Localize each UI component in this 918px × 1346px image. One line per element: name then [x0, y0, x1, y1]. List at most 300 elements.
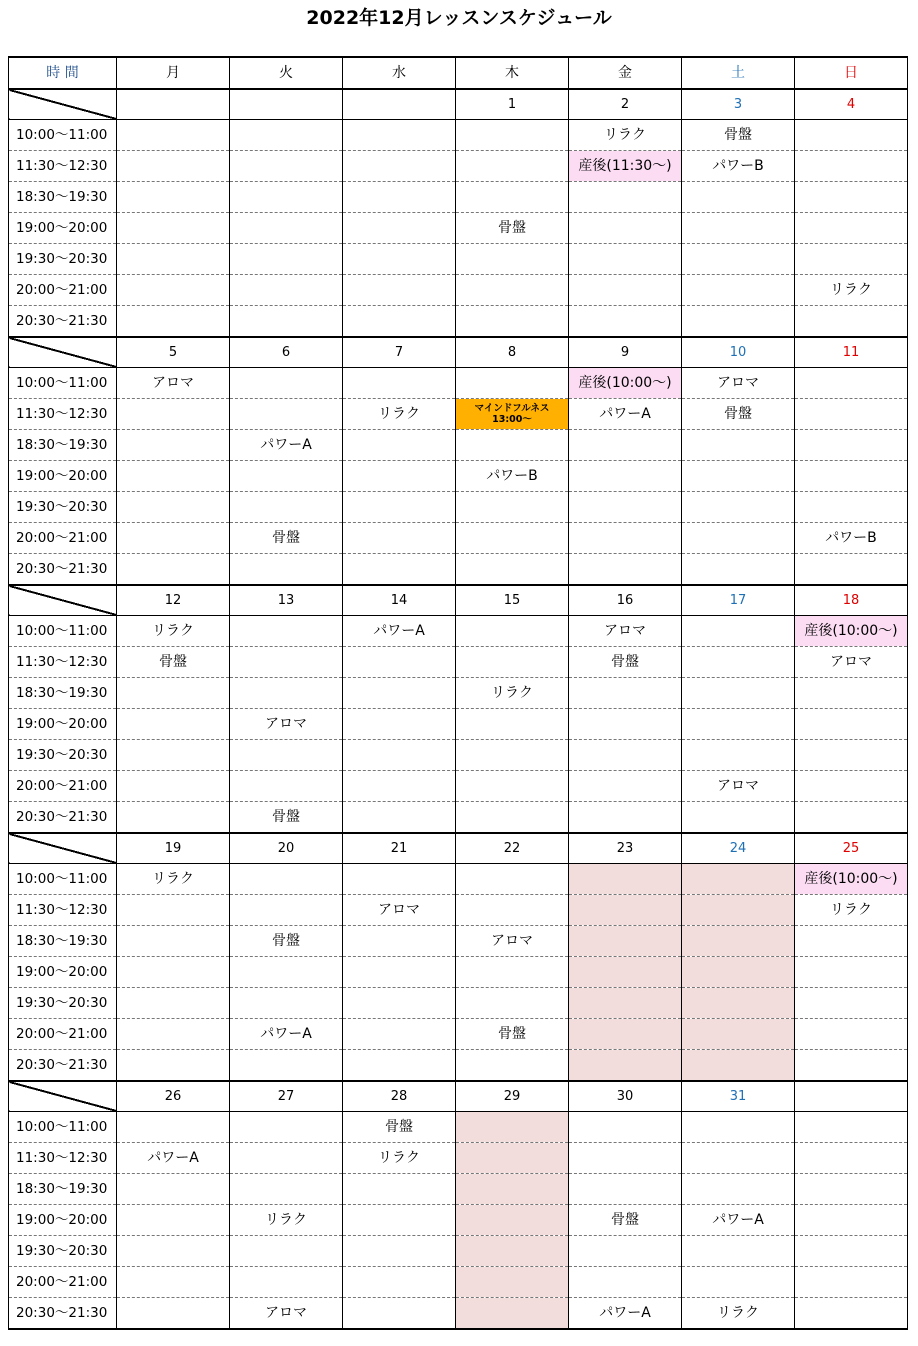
- lesson-cell-fri: [569, 182, 682, 213]
- time-slot-row: [9, 430, 908, 461]
- time-slot-row: [9, 275, 908, 306]
- lesson-cell-mon: [117, 306, 230, 338]
- diagonal-divider: [9, 833, 117, 864]
- lesson-cell-wed: [343, 1050, 456, 1082]
- time-slot-row: [9, 895, 908, 926]
- date-cell-mon: 12: [117, 585, 230, 616]
- schedule-table: [8, 56, 908, 1330]
- lesson-cell-tue: [230, 864, 343, 895]
- lesson-cell-sat: [682, 678, 795, 709]
- date-cell-sun: 11: [795, 337, 908, 368]
- lesson-cell-sun: パワーB: [795, 523, 908, 554]
- lesson-cell-sun: [795, 368, 908, 399]
- lesson-cell-sun: リラク: [795, 895, 908, 926]
- time-slot-row: [9, 1019, 908, 1050]
- time-slot-row: [9, 1205, 908, 1236]
- lesson-cell-fri: [569, 771, 682, 802]
- lesson-cell-sun: 産後(10:00〜): [795, 616, 908, 647]
- lesson-cell-mon: [117, 1236, 230, 1267]
- lesson-cell-tue: [230, 492, 343, 523]
- lesson-cell-fri: パワーA: [569, 1298, 682, 1330]
- lesson-cell-sun: [795, 306, 908, 338]
- lesson-cell-tue: [230, 1236, 343, 1267]
- time-label: 20:30〜21:30: [9, 802, 117, 834]
- lesson-cell-tue: [230, 740, 343, 771]
- lesson-cell-thu: [456, 430, 569, 461]
- lesson-cell-fri: [569, 523, 682, 554]
- lesson-cell-sat: [682, 182, 795, 213]
- lesson-cell-wed: [343, 926, 456, 957]
- date-cell-fri: 16: [569, 585, 682, 616]
- week-date-row: [9, 833, 908, 864]
- lesson-cell-tue: [230, 988, 343, 1019]
- lesson-cell-wed: [343, 1205, 456, 1236]
- lesson-cell-mon: [117, 182, 230, 213]
- time-slot-row: [9, 1298, 908, 1330]
- time-label: 19:30〜20:30: [9, 244, 117, 275]
- lesson-cell-sun: [795, 740, 908, 771]
- lesson-cell-thu: [456, 399, 569, 430]
- lesson-cell-wed: [343, 802, 456, 834]
- lesson-cell-fri: パワーA: [569, 399, 682, 430]
- lesson-cell-wed: [343, 1267, 456, 1298]
- lesson-cell-thu: [456, 1298, 569, 1330]
- lesson-cell-mon: [117, 1112, 230, 1143]
- time-label: 18:30〜19:30: [9, 678, 117, 709]
- header-sun: 日: [795, 57, 908, 89]
- lesson-cell-sat: [682, 802, 795, 834]
- lesson-cell-sun: [795, 1298, 908, 1330]
- lesson-cell-fri: [569, 1267, 682, 1298]
- time-slot-row: [9, 306, 908, 338]
- diagonal-divider: [9, 1081, 117, 1112]
- lesson-cell-wed: アロマ: [343, 895, 456, 926]
- time-slot-row: [9, 1236, 908, 1267]
- time-slot-row: [9, 616, 908, 647]
- lesson-cell-sun: [795, 1205, 908, 1236]
- lesson-cell-thu: [456, 616, 569, 647]
- lesson-cell-mon: リラク: [117, 616, 230, 647]
- lesson-cell-thu: 骨盤: [456, 1019, 569, 1050]
- time-label: 20:00〜21:00: [9, 771, 117, 802]
- lesson-cell-wed: [343, 461, 456, 492]
- lesson-cell-thu: [456, 709, 569, 740]
- lesson-cell-mon: [117, 554, 230, 586]
- date-cell-sat: 24: [682, 833, 795, 864]
- lesson-cell-fri: リラク: [569, 120, 682, 151]
- lesson-cell-mon: リラク: [117, 864, 230, 895]
- time-slot-row: [9, 740, 908, 771]
- lesson-cell-fri: [569, 1143, 682, 1174]
- lesson-cell-tue: [230, 771, 343, 802]
- lesson-cell-tue: [230, 275, 343, 306]
- lesson-cell-tue: アロマ: [230, 709, 343, 740]
- date-cell-mon: 26: [117, 1081, 230, 1112]
- date-cell-wed: 14: [343, 585, 456, 616]
- lesson-cell-wed: パワーA: [343, 616, 456, 647]
- lesson-cell-sat: [682, 430, 795, 461]
- time-label: 10:00〜11:00: [9, 368, 117, 399]
- lesson-cell-fri: [569, 926, 682, 957]
- lesson-cell-wed: [343, 957, 456, 988]
- week-date-row: [9, 337, 908, 368]
- lesson-cell-tue: [230, 678, 343, 709]
- lesson-cell-fri: [569, 1050, 682, 1082]
- lesson-cell-thu: [456, 895, 569, 926]
- lesson-cell-tue: 骨盤: [230, 523, 343, 554]
- lesson-cell-thu: [456, 244, 569, 275]
- lesson-cell-wed: [343, 275, 456, 306]
- lesson-cell-sun: [795, 988, 908, 1019]
- lesson-cell-fri: [569, 244, 682, 275]
- date-cell-sun: [795, 1081, 908, 1112]
- lesson-cell-sat: [682, 1143, 795, 1174]
- time-slot-row: [9, 988, 908, 1019]
- lesson-cell-sat: パワーB: [682, 151, 795, 182]
- lesson-cell-wed: リラク: [343, 399, 456, 430]
- date-cell-fri: 9: [569, 337, 682, 368]
- lesson-cell-wed: [343, 120, 456, 151]
- lesson-cell-fri: [569, 1112, 682, 1143]
- lesson-cell-sat: [682, 709, 795, 740]
- lesson-cell-mon: [117, 1019, 230, 1050]
- lesson-cell-sat: [682, 492, 795, 523]
- lesson-cell-sun: [795, 182, 908, 213]
- lesson-cell-sun: [795, 1143, 908, 1174]
- lesson-cell-wed: [343, 1236, 456, 1267]
- header-thu: 木: [456, 57, 569, 89]
- lesson-cell-tue: [230, 647, 343, 678]
- lesson-cell-sat: [682, 1236, 795, 1267]
- time-label: 18:30〜19:30: [9, 182, 117, 213]
- time-label: 20:30〜21:30: [9, 554, 117, 586]
- lesson-cell-fri: [569, 275, 682, 306]
- time-slot-row: [9, 368, 908, 399]
- lesson-cell-mon: [117, 926, 230, 957]
- time-label: 18:30〜19:30: [9, 926, 117, 957]
- lesson-cell-wed: [343, 213, 456, 244]
- lesson-cell-tue: [230, 1174, 343, 1205]
- lesson-cell-mon: [117, 1267, 230, 1298]
- date-cell-thu: 22: [456, 833, 569, 864]
- time-slot-row: [9, 802, 908, 834]
- lesson-cell-sat: [682, 957, 795, 988]
- lesson-cell-tue: [230, 1112, 343, 1143]
- lesson-cell-mon: [117, 957, 230, 988]
- lesson-cell-sat: [682, 1050, 795, 1082]
- lesson-cell-sat: [682, 1112, 795, 1143]
- lesson-cell-tue: [230, 368, 343, 399]
- lesson-cell-sat: [682, 523, 795, 554]
- date-cell-tue: 6: [230, 337, 343, 368]
- date-cell-wed: 21: [343, 833, 456, 864]
- time-slot-row: [9, 461, 908, 492]
- time-slot-row: [9, 1112, 908, 1143]
- time-slot-row: [9, 151, 908, 182]
- lesson-cell-fri: [569, 492, 682, 523]
- lesson-cell-sat: パワーA: [682, 1205, 795, 1236]
- date-cell-sun: 4: [795, 89, 908, 120]
- lesson-cell-wed: [343, 740, 456, 771]
- lesson-cell-sun: 産後(10:00〜): [795, 864, 908, 895]
- lesson-cell-fri: [569, 988, 682, 1019]
- lesson-cell-sat: [682, 275, 795, 306]
- lesson-cell-mon: [117, 678, 230, 709]
- time-label: 19:30〜20:30: [9, 1236, 117, 1267]
- lesson-cell-wed: [343, 678, 456, 709]
- lesson-cell-sun: [795, 771, 908, 802]
- lesson-cell-tue: [230, 616, 343, 647]
- header-time: 時 間: [9, 57, 117, 89]
- date-cell-mon: [117, 89, 230, 120]
- time-label: 10:00〜11:00: [9, 616, 117, 647]
- time-label: 18:30〜19:30: [9, 1174, 117, 1205]
- lesson-cell-tue: [230, 213, 343, 244]
- lesson-cell-wed: [343, 554, 456, 586]
- date-cell-sat: 17: [682, 585, 795, 616]
- lesson-cell-mon: [117, 430, 230, 461]
- header-sat: 土: [682, 57, 795, 89]
- week-date-row: [9, 89, 908, 120]
- lesson-cell-sun: [795, 1050, 908, 1082]
- lesson-cell-sat: アロマ: [682, 368, 795, 399]
- lesson-cell-sat: [682, 864, 795, 895]
- lesson-cell-wed: [343, 864, 456, 895]
- date-cell-wed: 7: [343, 337, 456, 368]
- time-slot-row: [9, 244, 908, 275]
- date-cell-tue: [230, 89, 343, 120]
- lesson-cell-sun: [795, 957, 908, 988]
- lesson-cell-fri: [569, 802, 682, 834]
- lesson-cell-sat: アロマ: [682, 771, 795, 802]
- lesson-cell-sat: 骨盤: [682, 399, 795, 430]
- lesson-cell-fri: アロマ: [569, 616, 682, 647]
- date-cell-fri: 30: [569, 1081, 682, 1112]
- lesson-cell-sat: [682, 306, 795, 338]
- lesson-cell-tue: [230, 1267, 343, 1298]
- time-slot-row: [9, 213, 908, 244]
- lesson-cell-tue: [230, 895, 343, 926]
- lesson-cell-tue: [230, 554, 343, 586]
- time-slot-row: [9, 1267, 908, 1298]
- lesson-cell-sun: [795, 430, 908, 461]
- time-label: 19:00〜20:00: [9, 709, 117, 740]
- lesson-cell-thu: [456, 554, 569, 586]
- lesson-cell-tue: パワーA: [230, 430, 343, 461]
- time-slot-row: [9, 1050, 908, 1082]
- lesson-cell-thu: [456, 988, 569, 1019]
- lesson-cell-sat: [682, 554, 795, 586]
- lesson-cell-sat: 骨盤: [682, 120, 795, 151]
- lesson-cell-fri: 骨盤: [569, 647, 682, 678]
- time-label: 19:00〜20:00: [9, 461, 117, 492]
- lesson-cell-thu: [456, 151, 569, 182]
- schedule-body: [9, 57, 908, 1329]
- time-label: 20:00〜21:00: [9, 523, 117, 554]
- time-slot-row: [9, 1143, 908, 1174]
- date-cell-sat: 10: [682, 337, 795, 368]
- lesson-cell-mon: [117, 802, 230, 834]
- lesson-cell-mon: [117, 709, 230, 740]
- lesson-cell-thu: リラク: [456, 678, 569, 709]
- lesson-cell-sat: [682, 926, 795, 957]
- time-label: 20:00〜21:00: [9, 1019, 117, 1050]
- date-cell-sat: 3: [682, 89, 795, 120]
- lesson-cell-fri: [569, 1019, 682, 1050]
- lesson-cell-thu: [456, 1143, 569, 1174]
- lesson-cell-thu: [456, 1267, 569, 1298]
- lesson-cell-thu: [456, 740, 569, 771]
- lesson-cell-sun: [795, 399, 908, 430]
- time-label: 10:00〜11:00: [9, 120, 117, 151]
- time-slot-row: [9, 1174, 908, 1205]
- lesson-cell-sun: [795, 1112, 908, 1143]
- lesson-cell-sat: [682, 1267, 795, 1298]
- lesson-start-time: 13:00〜: [492, 414, 532, 425]
- lesson-cell-wed: [343, 1174, 456, 1205]
- time-slot-row: [9, 399, 908, 430]
- lesson-cell-mon: [117, 988, 230, 1019]
- time-label: 19:00〜20:00: [9, 1205, 117, 1236]
- diagonal-divider: [9, 585, 117, 616]
- date-cell-mon: 5: [117, 337, 230, 368]
- lesson-cell-mon: [117, 399, 230, 430]
- lesson-cell-fri: 産後(10:00〜): [569, 368, 682, 399]
- lesson-cell-mon: 骨盤: [117, 647, 230, 678]
- lesson-cell-tue: アロマ: [230, 1298, 343, 1330]
- lesson-cell-sat: [682, 616, 795, 647]
- lesson-cell-wed: [343, 1019, 456, 1050]
- lesson-cell-sat: [682, 213, 795, 244]
- lesson-cell-wed: [343, 523, 456, 554]
- time-slot-row: [9, 771, 908, 802]
- lesson-cell-sun: [795, 926, 908, 957]
- time-label: 10:00〜11:00: [9, 864, 117, 895]
- lesson-cell-thu: [456, 1112, 569, 1143]
- lesson-cell-sat: [682, 1019, 795, 1050]
- lesson-cell-wed: リラク: [343, 1143, 456, 1174]
- lesson-cell-thu: パワーB: [456, 461, 569, 492]
- lesson-cell-fri: [569, 678, 682, 709]
- lesson-cell-thu: [456, 368, 569, 399]
- lesson-cell-tue: [230, 244, 343, 275]
- diagonal-divider: [9, 337, 117, 368]
- lesson-cell-thu: 骨盤: [456, 213, 569, 244]
- lesson-cell-fri: 骨盤: [569, 1205, 682, 1236]
- lesson-cell-fri: [569, 1174, 682, 1205]
- lesson-cell-fri: 産後(11:30〜): [569, 151, 682, 182]
- lesson-cell-wed: [343, 647, 456, 678]
- date-cell-thu: 15: [456, 585, 569, 616]
- time-label: 20:00〜21:00: [9, 275, 117, 306]
- lesson-cell-sun: [795, 802, 908, 834]
- lesson-cell-mon: [117, 275, 230, 306]
- date-cell-thu: 8: [456, 337, 569, 368]
- lesson-cell-sun: [795, 492, 908, 523]
- lesson-cell-tue: [230, 306, 343, 338]
- lesson-cell-mon: [117, 492, 230, 523]
- lesson-cell-wed: [343, 430, 456, 461]
- lesson-cell-thu: [456, 182, 569, 213]
- lesson-cell-mon: [117, 461, 230, 492]
- time-label: 11:30〜12:30: [9, 1143, 117, 1174]
- date-cell-wed: 28: [343, 1081, 456, 1112]
- lesson-cell-thu: [456, 523, 569, 554]
- lesson-cell-sat: [682, 244, 795, 275]
- lesson-cell-sun: リラク: [795, 275, 908, 306]
- time-slot-row: [9, 647, 908, 678]
- lesson-cell-wed: [343, 368, 456, 399]
- lesson-cell-fri: [569, 1236, 682, 1267]
- lesson-cell-sun: [795, 151, 908, 182]
- lesson-cell-thu: [456, 771, 569, 802]
- time-label: 18:30〜19:30: [9, 430, 117, 461]
- lesson-cell-thu: [456, 275, 569, 306]
- lesson-cell-fri: [569, 461, 682, 492]
- lesson-cell-mon: [117, 244, 230, 275]
- lesson-cell-sun: [795, 120, 908, 151]
- lesson-cell-tue: パワーA: [230, 1019, 343, 1050]
- lesson-cell-sat: [682, 895, 795, 926]
- lesson-cell-thu: [456, 492, 569, 523]
- lesson-cell-thu: [456, 120, 569, 151]
- lesson-cell-wed: [343, 182, 456, 213]
- lesson-cell-mon: [117, 120, 230, 151]
- header-wed: 水: [343, 57, 456, 89]
- lesson-cell-mon: パワーA: [117, 1143, 230, 1174]
- lesson-cell-sun: [795, 1236, 908, 1267]
- lesson-cell-tue: [230, 120, 343, 151]
- time-label: 11:30〜12:30: [9, 151, 117, 182]
- week-date-row: [9, 1081, 908, 1112]
- lesson-cell-mon: [117, 1174, 230, 1205]
- lesson-cell-sat: [682, 988, 795, 1019]
- lesson-cell-wed: [343, 492, 456, 523]
- lesson-cell-fri: [569, 864, 682, 895]
- lesson-cell-tue: 骨盤: [230, 802, 343, 834]
- lesson-cell-thu: [456, 864, 569, 895]
- diagonal-divider: [9, 89, 117, 120]
- lesson-cell-sun: [795, 1174, 908, 1205]
- time-label: 19:30〜20:30: [9, 988, 117, 1019]
- lesson-cell-tue: [230, 399, 343, 430]
- lesson-cell-sun: [795, 1267, 908, 1298]
- lesson-cell-mon: [117, 523, 230, 554]
- lesson-cell-sun: [795, 1019, 908, 1050]
- lesson-cell-tue: [230, 151, 343, 182]
- lesson-cell-thu: アロマ: [456, 926, 569, 957]
- lesson-cell-sun: [795, 213, 908, 244]
- header-row: [9, 57, 908, 89]
- time-slot-row: [9, 709, 908, 740]
- date-cell-tue: 13: [230, 585, 343, 616]
- time-label: 19:30〜20:30: [9, 492, 117, 523]
- lesson-cell-sat: [682, 740, 795, 771]
- page-title: 2022年12月レッスンスケジュール: [306, 7, 612, 29]
- lesson-cell-mon: [117, 771, 230, 802]
- lesson-cell-thu: [456, 957, 569, 988]
- lesson-cell-tue: [230, 182, 343, 213]
- lesson-cell-fri: [569, 554, 682, 586]
- lesson-cell-thu: [456, 1050, 569, 1082]
- lesson-cell-sun: アロマ: [795, 647, 908, 678]
- lesson-cell-wed: [343, 988, 456, 1019]
- lesson-cell-wed: [343, 1298, 456, 1330]
- lesson-cell-fri: [569, 430, 682, 461]
- lesson-cell-tue: [230, 957, 343, 988]
- lesson-cell-sun: [795, 461, 908, 492]
- lesson-cell-mon: [117, 1205, 230, 1236]
